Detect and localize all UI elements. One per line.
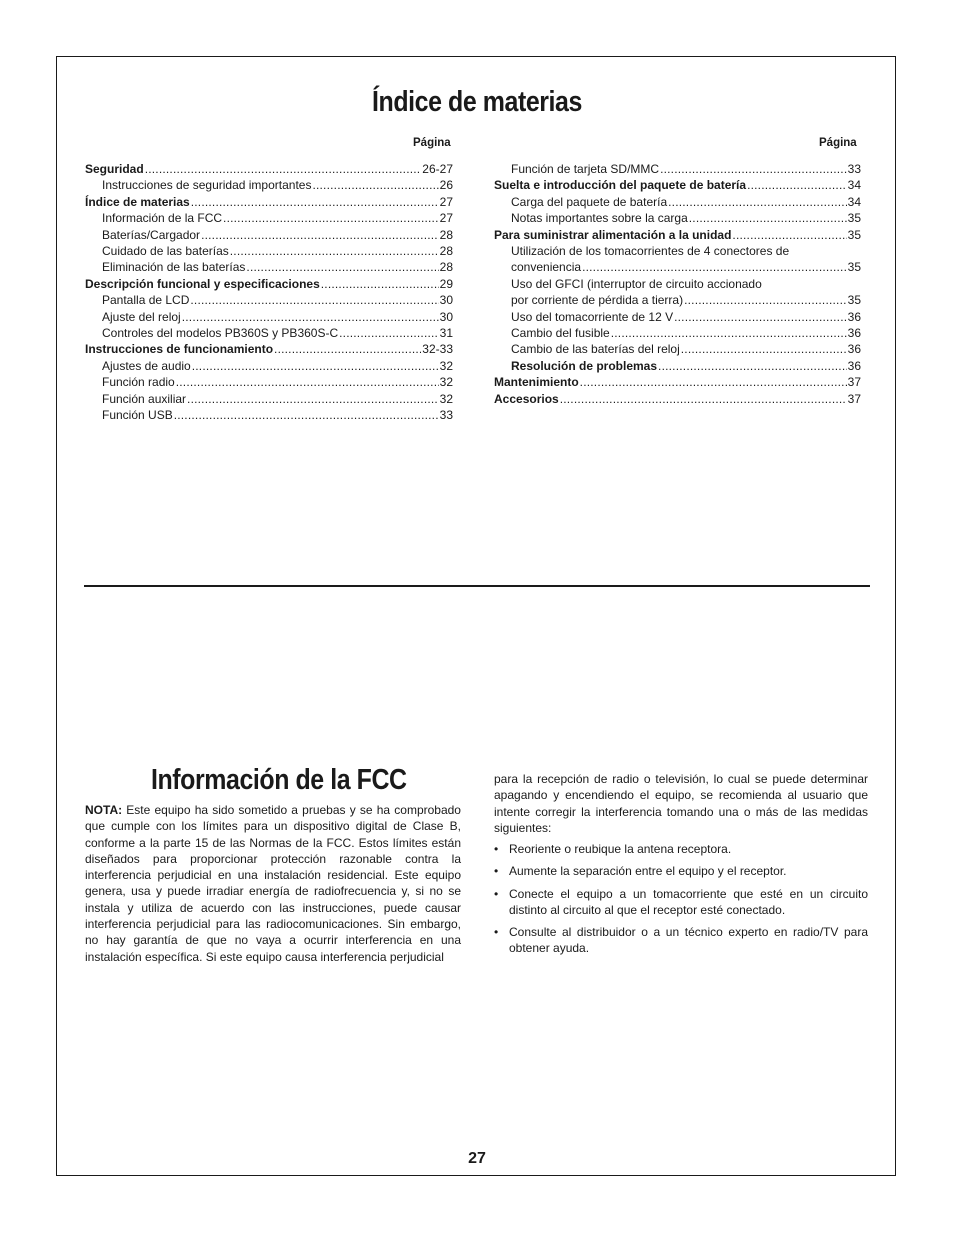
toc-entry-title: Función USB [102,408,173,423]
toc-entry-title: Instrucciones de funcionamiento [85,342,274,357]
toc-dot-leader [201,227,439,243]
toc-entry [85,194,453,210]
toc-dot-leader [732,227,846,243]
toc-entry-title: Función de tarjeta SD/MMC [511,162,660,176]
toc-entry [494,210,861,226]
toc-entry [85,374,453,390]
toc-entry-title: Notas importantes sobre la carga [511,211,688,226]
toc-dot-leader [192,358,439,374]
toc-entry-page: 28 [439,227,453,242]
toc-entry-page: 35 [847,227,861,242]
toc-entry-page: 30 [439,293,453,308]
toc-entry-page: 37 [847,391,861,406]
toc-entry [85,259,453,275]
toc-dot-leader [187,391,439,407]
toc-dot-leader [560,391,847,407]
toc-entry [85,161,453,177]
toc-dot-leader [684,292,847,308]
toc-entry [85,243,453,259]
toc-dot-leader [191,194,439,210]
toc-entry [494,358,861,374]
toc-entry [494,276,861,292]
toc-dot-leader [580,374,847,390]
toc-entry [494,292,861,308]
toc-entry-title: por corriente de pérdida a tierra) [511,293,684,308]
toc-dot-leader [312,177,438,193]
toc-entry-page: 36 [847,309,861,324]
toc-entry-page: 36 [847,358,861,373]
toc-entry-page: 28 [439,244,453,259]
toc-entry-page: 33 [439,408,453,423]
toc-dot-leader [658,358,847,374]
toc-entry-page: 33 [847,162,861,176]
toc-dot-leader [145,161,422,177]
fcc-bullet-list [494,841,868,963]
toc-entry-title: Índice de materias [85,194,190,209]
toc-entry-title: Mantenimiento [494,375,579,390]
toc-title: Índice de materias [372,86,582,118]
toc-entry-page: 34 [847,178,861,193]
toc-entry-title: Accesorios [494,391,559,406]
toc-entry [494,259,861,275]
toc-entry [85,358,453,374]
toc-entry [85,407,453,423]
toc-entry-page: 32-33 [422,342,453,357]
fcc-title: Información de la FCC [151,764,407,796]
bullet-icon: • [494,925,499,940]
toc-entry-page: 36 [847,342,861,357]
fcc-continued-paragraph: para la recepción de radio o televisión, lo cual se puede determinar apagando y encendiendo el equipo, se recomienda al usuario que intente corregir la interferencia tomando una o más de las medidas siguientes: [494,772,868,835]
toc-entry-page: 35 [847,260,861,275]
toc-entry-title: Función radio [102,375,175,390]
toc-entry-page: 26 [439,178,453,193]
page-number: 27 [468,1150,486,1167]
toc-dot-leader [660,161,847,177]
toc-left-page-header: Página [413,137,451,149]
note-label: NOTA: [85,803,123,817]
toc-entry [494,374,861,390]
toc-entry [494,391,861,407]
toc-dot-leader [246,259,438,275]
toc-entry [85,276,453,292]
toc-entry-page: 27 [439,211,453,226]
toc-entry-title: Ajustes de audio [102,358,191,373]
section-divider [84,585,870,587]
toc-dot-leader [230,243,439,259]
fcc-bullet-text: Reoriente o reubique la antena receptora. [509,842,732,856]
fcc-bullet-text: Conecte el equipo a un tomacorriente que esté en un circuito distinto al circuito al que el receptor esté conectado. [509,886,868,917]
toc-entry [494,161,861,177]
toc-entry-title: Utilización de los tomacorrientes de 4 conectores de [511,244,790,259]
toc-entry [85,341,453,357]
toc-entry [494,341,861,357]
toc-entry-title: Instrucciones de seguridad importantes [102,178,312,193]
toc-entry-title: Cambio del fusible [511,326,610,341]
toc-entry-page: 31 [439,326,453,341]
toc-dot-leader [668,194,847,210]
toc-dot-leader [174,407,439,423]
toc-entry-title: conveniencia [511,260,582,275]
toc-entry-title: Seguridad [85,162,144,176]
fcc-bullet-text: Consulte al distribuidor o a un técnico experto en radio/TV para obtener ayuda. [509,925,868,956]
toc-dot-leader [674,309,847,325]
toc-entry [85,227,453,243]
note-text: Este equipo ha sido sometido a pruebas y se ha comprobado que cumple con los límites para un dispositivo digital de Clase B, conforme a la parte 15 de las Normas de la FCC. Estos límites están diseñados para proporcionar protección razonable contra la interferencia perjudicial en una instalación residencial. Este equipo genera, usa y puede irradiar energía de radiofrecuencia y, si no se instala y utiliza de acuerdo con las instrucciones, puede causar interferencia perjudicial para las radiocomunicaciones. Sin embargo, no hay garantía de que no vaya a ocurrir interferencia en una instalación específica. Si este equipo causa interferencia perjudicial [85,803,461,964]
toc-dot-leader [223,210,439,226]
toc-entry-title: Función auxiliar [102,391,187,406]
toc-entry-page: 37 [847,375,861,390]
toc-entry-title: Ajuste del reloj [102,309,181,324]
toc-dot-leader [321,276,439,292]
toc-dot-leader [339,325,439,341]
toc-entry [85,210,453,226]
toc-dot-leader [190,292,438,308]
toc-entry-page: 36 [847,326,861,341]
toc-entry [85,309,453,325]
toc-entry-page: 35 [847,211,861,226]
toc-dot-leader [689,210,847,226]
toc-dot-leader [681,341,847,357]
toc-entry-page: 30 [439,309,453,324]
fcc-bullet-item [494,863,868,879]
toc-entry [85,177,453,193]
toc-dot-leader [611,325,847,341]
toc-entry [494,194,861,210]
toc-entry [494,325,861,341]
toc-entry-title: Cambio de las baterías del reloj [511,342,680,357]
bullet-icon: • [494,886,499,901]
toc-entry [85,325,453,341]
toc-entry [85,391,453,407]
toc-dot-leader [182,309,439,325]
toc-entry [494,309,861,325]
toc-entry-title: Resolución de problemas [511,358,658,373]
toc-entry-page: 32 [439,375,453,390]
toc-entry-title: Cuidado de las baterías [102,244,229,259]
toc-dot-leader [274,341,421,357]
toc-entry-page: 29 [439,276,453,291]
toc-entry-page: 28 [439,260,453,275]
toc-entry-title: Para suministrar alimentación a la unidad [494,227,732,242]
toc-entry-page: 32 [439,358,453,373]
toc-entry-page: 32 [439,391,453,406]
toc-entry [494,243,861,259]
toc-entry [85,292,453,308]
toc-dot-leader [747,177,847,193]
fcc-bullet-item [494,886,868,919]
toc-entry-page: 26-27 [422,162,453,176]
toc-dot-leader [176,374,439,390]
toc-entry-title: Baterías/Cargador [102,227,201,242]
fcc-bullet-item [494,924,868,957]
toc-entry-page: 34 [847,194,861,209]
bullet-icon: • [494,842,499,856]
toc-entry-title: Carga del paquete de batería [511,194,668,209]
bullet-icon: • [494,864,499,879]
toc-entry-page: 27 [439,194,453,209]
toc-entry-title: Información de la FCC [102,211,223,226]
toc-entry [494,177,861,193]
toc-left-column [85,161,453,424]
toc-entry-title: Eliminación de las baterías [102,260,246,275]
toc-right-page-header: Página [819,137,857,149]
fcc-bullet-text: Aumente la separación entre el equipo y el receptor. [509,864,787,879]
fcc-note-paragraph [85,802,461,965]
toc-entry-title: Uso del GFCI (interruptor de circuito accionado [511,276,762,291]
toc-entry-title: Uso del tomacorriente de 12 V [511,309,674,324]
toc-entry-title: Suelta e introducción del paquete de batería [494,178,747,193]
toc-entry-page: 35 [847,293,861,308]
toc-entry-title: Pantalla de LCD [102,293,190,308]
fcc-bullet-item [494,841,868,857]
toc-entry-title: Descripción funcional y especificaciones [85,276,320,291]
toc-entry-title: Controles del modelos PB360S y PB360S-C [102,326,339,341]
toc-right-column [494,161,861,407]
toc-entry [494,227,861,243]
toc-dot-leader [582,259,847,275]
